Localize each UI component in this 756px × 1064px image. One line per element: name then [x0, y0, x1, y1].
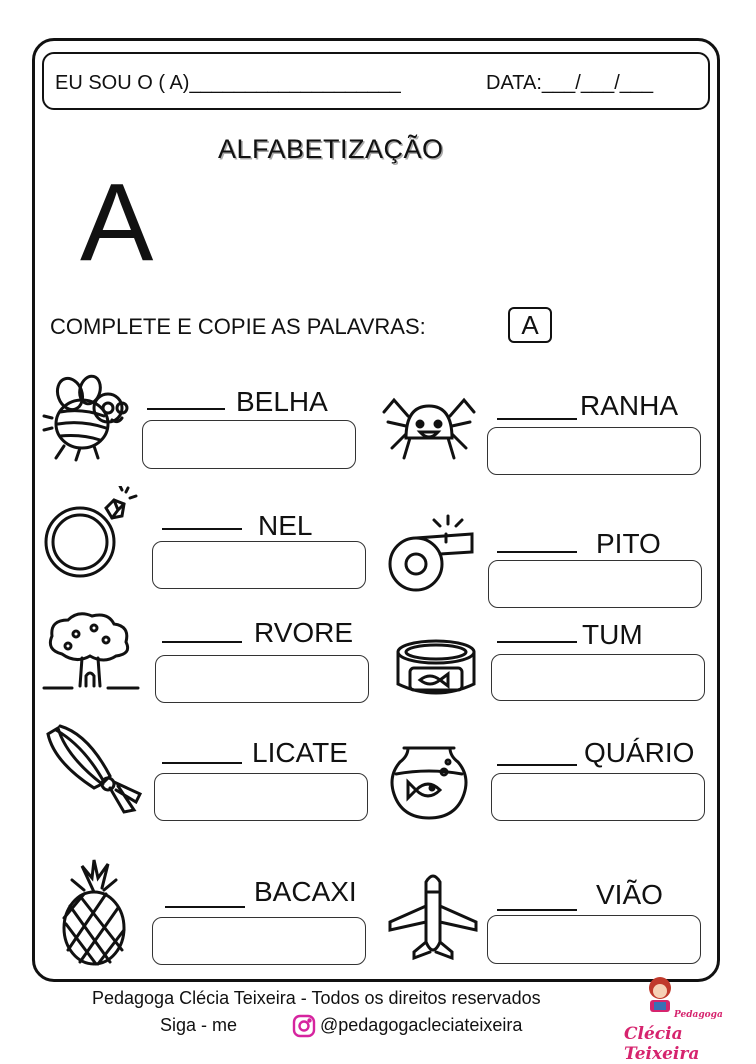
- instagram-icon: [292, 1014, 316, 1038]
- footer-copyright: Pedagoga Clécia Teixeira - Todos os direitos reservados: [92, 988, 541, 1008]
- tuna-can-icon: [394, 638, 478, 700]
- spider-icon: [382, 392, 476, 464]
- whistle-icon: [382, 512, 480, 594]
- teacher-logo-icon: [640, 974, 680, 1014]
- blank-line: [162, 641, 242, 643]
- blank-line: [162, 528, 242, 530]
- bee-icon: [42, 372, 134, 464]
- word-label: RVORE: [254, 617, 354, 648]
- answer-box[interactable]: [488, 560, 702, 608]
- word-label: TUM: [582, 619, 643, 650]
- tree-icon: [42, 610, 140, 692]
- word-label: BELHA: [236, 386, 328, 417]
- blank-line: [162, 762, 242, 764]
- blank-line: [497, 641, 577, 643]
- blank-line: [497, 418, 577, 420]
- footer-follow: Siga - me: [160, 1015, 238, 1035]
- pineapple-icon: [58, 858, 130, 966]
- logo-name-text: Clécia Teixeira: [624, 1024, 700, 1064]
- blank-line: [165, 906, 245, 908]
- answer-box[interactable]: [154, 773, 368, 821]
- answer-box[interactable]: [142, 420, 356, 469]
- page-title: ALFABETIZAÇÃO: [218, 134, 444, 164]
- answer-box[interactable]: [487, 915, 701, 964]
- word-label: PITO: [596, 528, 661, 559]
- target-letter-box: A: [508, 307, 552, 343]
- answer-box[interactable]: [152, 541, 366, 589]
- answer-box[interactable]: [155, 655, 369, 703]
- answer-box[interactable]: [487, 427, 701, 475]
- blank-line: [497, 764, 577, 766]
- name-label: EU SOU O ( A)___________________: [55, 72, 401, 94]
- answer-box[interactable]: [491, 773, 705, 821]
- word-label: NEL: [258, 510, 313, 541]
- blank-line: [497, 909, 577, 911]
- answer-box[interactable]: [152, 917, 366, 965]
- instruction-text: COMPLETE E COPIE AS PALAVRAS:: [50, 314, 426, 339]
- date-label: DATA:___/___/___: [486, 72, 654, 94]
- big-letter: A: [80, 161, 154, 284]
- blank-line: [497, 551, 577, 553]
- footer-handle[interactable]: @pedagogacleciateixeira: [320, 1015, 523, 1035]
- word-label: QUÁRIO: [584, 737, 695, 768]
- word-label: LICATE: [252, 737, 348, 768]
- header-box: [42, 52, 710, 110]
- word-label: RANHA: [580, 390, 679, 421]
- word-label: BACAXI: [254, 876, 357, 907]
- blank-line: [147, 408, 225, 410]
- answer-box[interactable]: [491, 654, 705, 701]
- word-label: VIÃO: [596, 879, 663, 910]
- pliers-icon: [44, 722, 144, 818]
- airplane-icon: [386, 872, 480, 962]
- fishbowl-icon: [386, 742, 472, 822]
- ring-icon: [42, 486, 138, 582]
- logo-small-text: Pedagoga: [674, 1010, 723, 1020]
